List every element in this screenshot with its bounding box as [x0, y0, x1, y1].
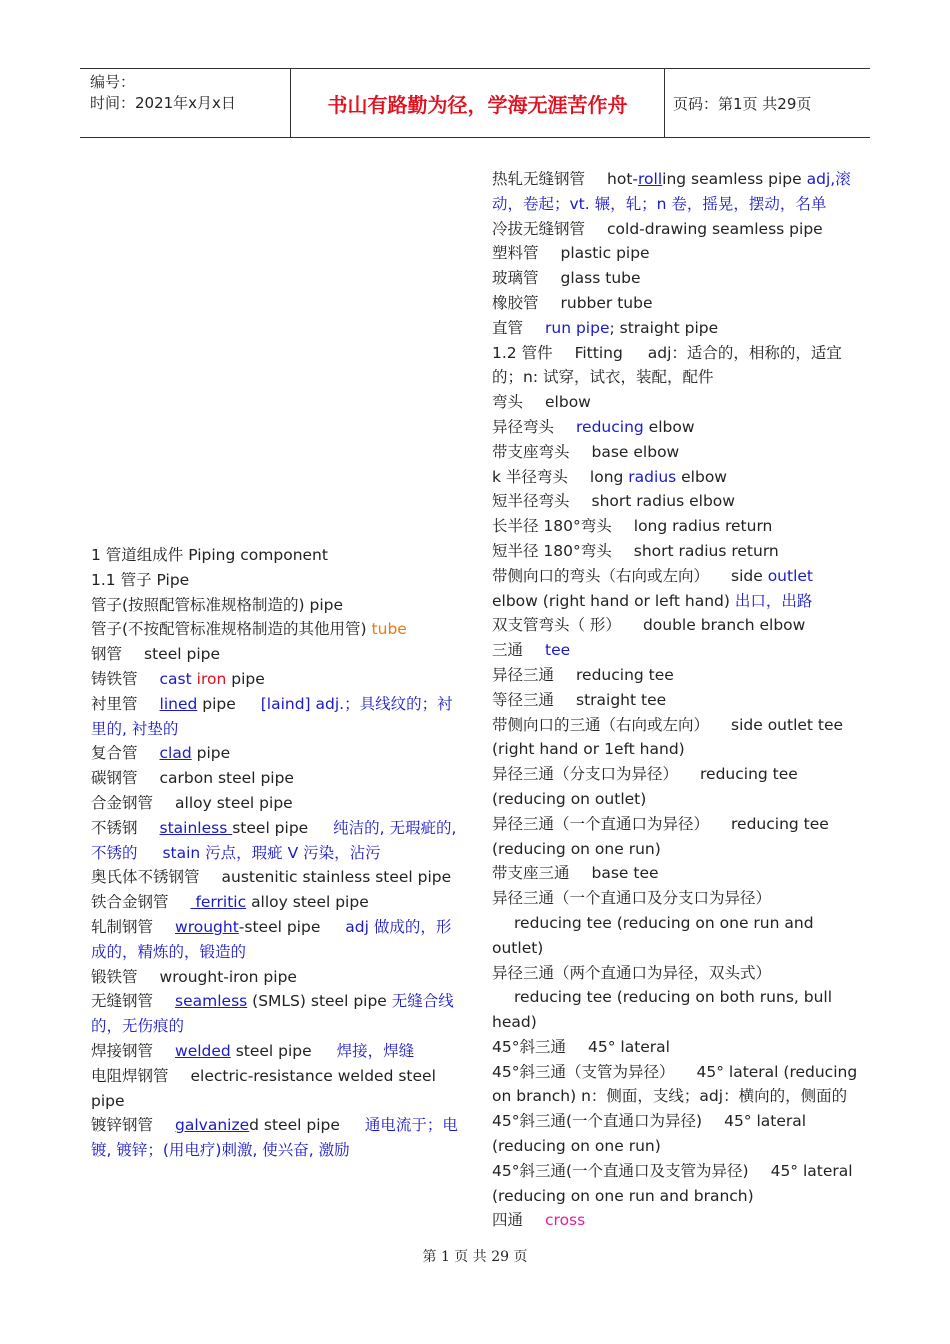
- entry-reducing-tee-run-outlet: 异径三通（一个直通口及分支口为异径）reducing tee (reducing on one run and outlet): [492, 889, 814, 957]
- header-page-label: 页码：第1页 共29页: [673, 94, 812, 113]
- entry-45-lateral: 45°斜三通 45° lateral: [492, 1037, 670, 1056]
- entry-lined-pipe: 衬里管 lined pipe [laind] adj.；具线纹的；衬里的, 衬垫的: [91, 694, 453, 738]
- entry-reducing-tee-outlet: 异径三通（分支口为异径） reducing tee (reducing on outlet): [492, 765, 798, 808]
- entry-stainless-steel-pipe: 不锈钢 stainless steel pipe 纯洁的, 无瑕疵的, 不锈的 stain 污点，瑕疵 V 污染，沾污: [91, 818, 457, 862]
- entry-galvanized-steel-pipe: 镀锌钢管 galvanized steel pipe 通电流于；电镀, 镀锌；(用电疗)刺激, 使兴奋, 激励: [91, 1116, 458, 1160]
- entry-long-radius-return: 长半径 180°弯头 long radius return: [492, 517, 773, 536]
- header-meta: [80, 69, 291, 137]
- entry-rubber-tube: 橡胶管 rubber tube: [492, 293, 653, 312]
- entry-base-tee: 带支座三通 base tee: [492, 864, 659, 883]
- entry-plastic-pipe: 塑料管 plastic pipe: [492, 244, 650, 263]
- entry-45-lateral-branch: 45°斜三通（支管为异径） 45° lateral (reducing on branch) n：侧面，支线；adj：横向的，侧面的: [492, 1062, 858, 1106]
- entry-piping-component: 1 管道组成件 Piping component: [91, 546, 328, 564]
- entry-pipe-heading: 1.1 管子 Pipe: [91, 570, 190, 589]
- entry-reducing-elbow: 异径弯头 reducing elbow: [492, 417, 695, 436]
- entry-short-radius-elbow: 短半径弯头 short radius elbow: [492, 492, 735, 511]
- left-column: [91, 543, 458, 1163]
- entry-cast-iron-pipe: 铸铁管 cast iron pipe: [91, 669, 265, 688]
- entry-cross: 四通 cross: [492, 1211, 586, 1230]
- entry-fitting: 1.2 管件 Fitting adj：适合的，相称的，适宜的；n: 试穿，试衣，装配，配件: [492, 343, 842, 387]
- entry-double-branch-elbow: 双支管弯头（ 形） double branch elbow: [492, 616, 806, 635]
- right-column: [492, 167, 859, 1233]
- entry-reducing-tee-one-run: 异径三通（一个直通口为异径） reducing tee (reducing on one run): [492, 814, 829, 858]
- entry-side-outlet-tee: 带侧向口的三通（右向或左向） side outlet tee (right hand or 1eft hand): [492, 715, 844, 759]
- page-header: [80, 68, 870, 138]
- entry-reducing-tee-bull-head: 异径三通（两个直通口为异径，双头式）reducing tee (reducing on both runs, bull head): [492, 963, 833, 1032]
- entry-seamless-steel-pipe: 无缝钢管 seamless (SMLS) steel pipe 无缝合线的，无伤痕的: [91, 992, 454, 1036]
- entry-tube: 管子(不按配管标准规格制造的其他用管) tube: [91, 620, 407, 639]
- entry-erw-steel-pipe: 电阻焊钢管 electric-resistance welded steel pipe: [91, 1066, 436, 1110]
- entry-straight-tee: 等径三通 straight tee: [492, 690, 667, 709]
- entry-carbon-steel-pipe: 碳钢管 carbon steel pipe: [91, 769, 294, 788]
- entry-steel-pipe: 钢管 steel pipe: [91, 645, 220, 664]
- entry-welded-steel-pipe: 焊接钢管 welded steel pipe 焊接，焊缝: [91, 1041, 415, 1060]
- header-motto: 书山有路勤为径，学海无涯苦作舟: [291, 69, 665, 137]
- time-label: 时间：2021年x月x日: [90, 94, 236, 112]
- entry-cold-drawing: 冷拔无缝钢管 cold-drawing seamless pipe: [492, 219, 823, 238]
- entry-wrought-steel-pipe: 轧制钢管 wrought-steel pipe adj 做成的，形成的，精炼的，锻造的: [91, 917, 452, 961]
- entry-straight-pipe: 直管 run pipe; straight pipe: [492, 318, 719, 337]
- entry-glass-tube: 玻璃管 glass tube: [492, 269, 641, 288]
- entry-elbow: 弯头 elbow: [492, 393, 591, 412]
- entry-austenitic-stainless: 奥氏体不锈钢管 austenitic stainless steel pipe: [91, 868, 452, 887]
- entry-hot-rolling: 热轧无缝钢管 hot-rolling seamless pipe adj,滚动，卷起；vt. 辗，轧；n 卷，摇晃，摆动，名单: [492, 170, 851, 213]
- entry-pipe: 管子(按照配管标准规格制造的) pipe: [91, 595, 344, 614]
- entry-ferritic-alloy: 铁合金钢管 ferritic alloy steel pipe: [91, 893, 369, 912]
- entry-clad-pipe: 复合管 clad pipe: [91, 744, 231, 763]
- entry-tee: 三通 tee: [492, 641, 571, 660]
- entry-reducing-tee: 异径三通 reducing tee: [492, 665, 674, 684]
- entry-side-outlet-elbow: 带侧向口的弯头（右向或左向） side outlet elbow (right hand or left hand) 出口，出路: [492, 566, 814, 610]
- entry-alloy-steel-pipe: 合金钢管 alloy steel pipe: [91, 793, 293, 812]
- entry-wrought-iron-pipe: 锻铁管 wrought-iron pipe: [91, 967, 297, 986]
- entry-45-lateral-one-run: 45°斜三通(一个直通口为异径) 45° lateral (reducing on one run): [492, 1112, 807, 1156]
- entry-45-lateral-run-branch: 45°斜三通(一个直通口及支管为异径) 45° lateral (reducing on one run and branch): [492, 1161, 853, 1205]
- entry-short-radius-return: 短半径 180°弯头 short radius return: [492, 541, 779, 560]
- entry-long-radius-elbow: k 半径弯头 long radius elbow: [492, 467, 727, 486]
- number-label: 编号：: [90, 73, 136, 91]
- page-footer: 第 1 页 共 29 页: [422, 1249, 528, 1265]
- entry-base-elbow: 带支座弯头 base elbow: [492, 442, 680, 461]
